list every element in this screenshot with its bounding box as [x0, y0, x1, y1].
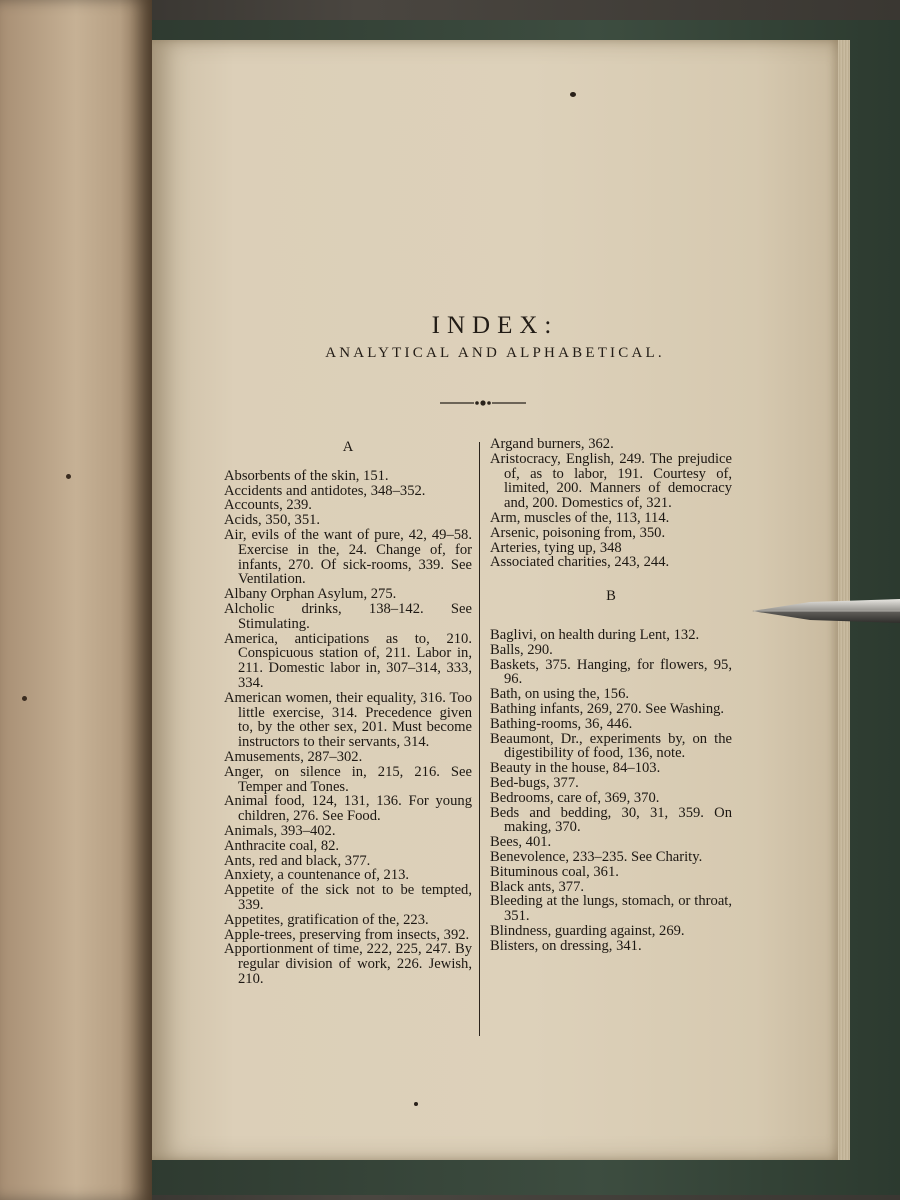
index-entry: Arsenic, poisoning from, 350. [490, 524, 666, 541]
index-entry: Apple-trees, preserving from insects, 392. [224, 926, 470, 943]
ornament-divider-icon [440, 398, 526, 408]
left-facing-page [0, 0, 152, 1200]
section-letter-b: B [606, 588, 616, 605]
index-page [152, 40, 838, 1160]
index-column-right [490, 437, 732, 954]
column-divider [479, 442, 480, 1036]
index-entry: Baglivi, on health during Lent, 132. [490, 626, 700, 643]
page-speck [66, 474, 71, 479]
index-entry: Bathing infants, 269, 270. See Washing. [490, 700, 725, 717]
index-entry: Arm, muscles of the, 113, 114. [490, 509, 670, 526]
index-entry: Beds and bedding, 30, 31, 359. On making, 370. [490, 804, 732, 836]
index-entry: Albany Orphan Asylum, 275. [224, 586, 397, 603]
index-entry: Apportionment of time, 222, 225, 247. By regular division of work, 226. Jewish, 210. [224, 941, 472, 987]
index-entry: Beauty in the house, 84–103. [490, 760, 661, 777]
index-entry: Bathing-rooms, 36, 446. [490, 715, 633, 732]
index-entry: Bedrooms, care of, 369, 370. [490, 789, 660, 806]
index-entry: Appetite of the sick not to be tempted, 339. [224, 882, 472, 913]
index-entry: Blindness, guarding against, 269. [490, 922, 685, 939]
pointer-blade-icon [750, 596, 900, 626]
index-entry: Anxiety, a countenance of, 213. [224, 867, 410, 884]
index-entry: Bees, 401. [490, 834, 552, 851]
index-entry: Blisters, on dressing, 341. [490, 937, 642, 954]
index-entry: Accounts, 239. [224, 497, 312, 514]
index-entry: Ants, red and black, 377. [224, 852, 371, 869]
index-column-left [224, 434, 472, 987]
index-entry: Arteries, tying up, 348 [490, 539, 622, 556]
section-letter-a: A [342, 439, 354, 455]
index-entry: Benevolence, 233–235. See Charity. [490, 848, 703, 865]
index-entry: Balls, 290. [490, 641, 553, 658]
page-speck [414, 1102, 418, 1106]
page-speck [22, 696, 27, 701]
index-entry: Black ants, 377. [490, 878, 585, 895]
index-entry: Alcholic drinks, 138–142. See Stimulating. [224, 600, 472, 632]
index-entry: Absorbents of the skin, 151. [224, 467, 389, 484]
index-entry: Baskets, 375. Hanging, for flowers, 95, 96. [490, 656, 732, 688]
index-entry: Amusements, 287–302. [224, 748, 363, 765]
index-entry: Anger, on silence in, 215, 216. See Temper and Tones. [224, 763, 472, 795]
index-entry: Acids, 350, 351. [224, 512, 321, 529]
index-entry: Beaumont, Dr., experiments by, on the digestibility of food, 136, note. [490, 730, 732, 762]
index-entry: Argand burners, 362. [490, 436, 614, 452]
page-title: INDEX: [431, 312, 559, 339]
index-entry: Bituminous coal, 361. [490, 863, 619, 880]
index-entry: Anthracite coal, 82. [224, 837, 340, 854]
index-entry: Appetites, gratification of the, 223. [224, 911, 429, 928]
index-entry: Animals, 393–402. [224, 822, 336, 839]
index-entry: American women, their equality, 316. Too little exercise, 314. Precedence given to, by the other sex, 201. Must become instructors to their servants, 314. [224, 689, 472, 751]
page-speck [570, 92, 576, 97]
index-entry: America, anticipations as to, 210. Conspicuous station of, 211. Labor in, 211. Domestic labor in, 307–314, 333, 334. [224, 630, 472, 691]
index-entry: Animal food, 124, 131, 136. For young children, 276. See Food. [224, 793, 472, 825]
index-entry: Bed-bugs, 377. [490, 774, 579, 791]
left-page-gutter-shadow [120, 0, 152, 1200]
index-entry: Associated charities, 243, 244. [490, 554, 670, 571]
index-entry: Air, evils of the want of pure, 42, 49–58. Exercise in the, 24. Change of, for infants, 270. Of sick-rooms, 339. See Ventilation. [224, 526, 472, 588]
index-entry: Accidents and antidotes, 348–352. [224, 482, 426, 499]
index-entry: Bath, on using the, 156. [490, 686, 630, 703]
index-entry: Bleeding at the lungs, stomach, or throat, 351. [490, 893, 732, 925]
page-subtitle: ANALYTICAL AND ALPHABETICAL. [325, 345, 665, 361]
index-entry: Aristocracy, English, 249. The prejudice of, as to labor, 191. Courtesy of, limited, 200. Manners of democracy and, 200. Domestics of, 321. [490, 450, 732, 512]
